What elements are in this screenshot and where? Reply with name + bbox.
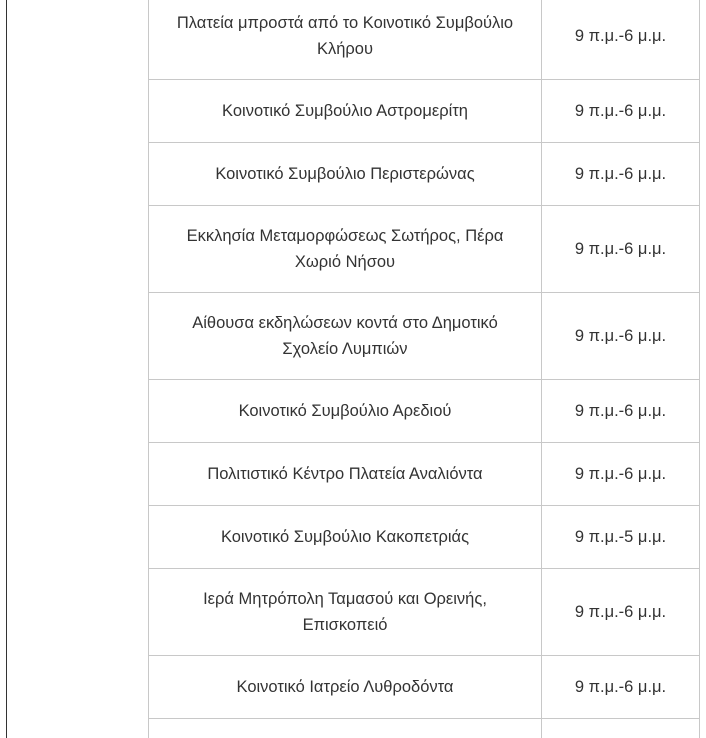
hours-cell: 9 π.μ.-5 μ.μ. — [542, 506, 700, 569]
table-row — [149, 206, 700, 293]
table-row — [149, 569, 700, 656]
table-row — [149, 656, 700, 719]
hours-cell: 9 π.μ.-6 μ.μ. — [542, 569, 700, 656]
location-cell: Κοινοτικό Συμβούλιο Αστρομερίτη — [149, 80, 542, 143]
table-row — [149, 143, 700, 206]
left-border-line — [6, 0, 7, 738]
location-cell: Κοινοτικό Συμβούλιο Κακοπετριάς — [149, 506, 542, 569]
location-cell: Κοινοτικό Ιατρείο Λυθροδόντα — [149, 656, 542, 719]
hours-cell: 9 π.μ.-6 μ.μ. — [542, 443, 700, 506]
table-row — [149, 506, 700, 569]
table-row — [149, 0, 700, 80]
hours-cell: 9 π.μ.-6 μ.μ. — [542, 293, 700, 380]
location-cell: Πλατεία μπροστά από το Κοινοτικό Συμβούλιο Κλήρου — [149, 0, 542, 80]
hours-cell: 9 π.μ.-6 μ.μ. — [542, 143, 700, 206]
table-row — [149, 719, 700, 738]
location-cell: Αίθουσα εκδηλώσεων κοντά στο Δημοτικό Σχολείο Λυμπιών — [149, 293, 542, 380]
location-cell: Πολιτιστικό Κέντρο Πλατεία Αναλιόντα — [149, 443, 542, 506]
table-row — [149, 80, 700, 143]
vaccination-schedule-table — [148, 0, 700, 738]
hours-cell — [542, 719, 700, 738]
hours-cell: 9 π.μ.-6 μ.μ. — [542, 656, 700, 719]
table-row — [149, 380, 700, 443]
table-row — [149, 443, 700, 506]
hours-cell: 9 π.μ.-6 μ.μ. — [542, 206, 700, 293]
location-cell: Κοινοτικό Συμβούλιο Περιστερώνας — [149, 143, 542, 206]
table-row — [149, 293, 700, 380]
location-cell: Εκκλησία Μεταμορφώσεως Σωτήρος, Πέρα Χωριό Νήσου — [149, 206, 542, 293]
hours-cell: 9 π.μ.-6 μ.μ. — [542, 380, 700, 443]
location-cell: Ιερά Μητρόπολη Ταμασού και Ορεινής, Επισκοπειό — [149, 569, 542, 656]
hours-cell: 9 π.μ.-6 μ.μ. — [542, 0, 700, 80]
location-cell: Κοινοτικό Συμβούλιο Αρεδιού — [149, 380, 542, 443]
location-cell — [149, 719, 542, 738]
hours-cell: 9 π.μ.-6 μ.μ. — [542, 80, 700, 143]
